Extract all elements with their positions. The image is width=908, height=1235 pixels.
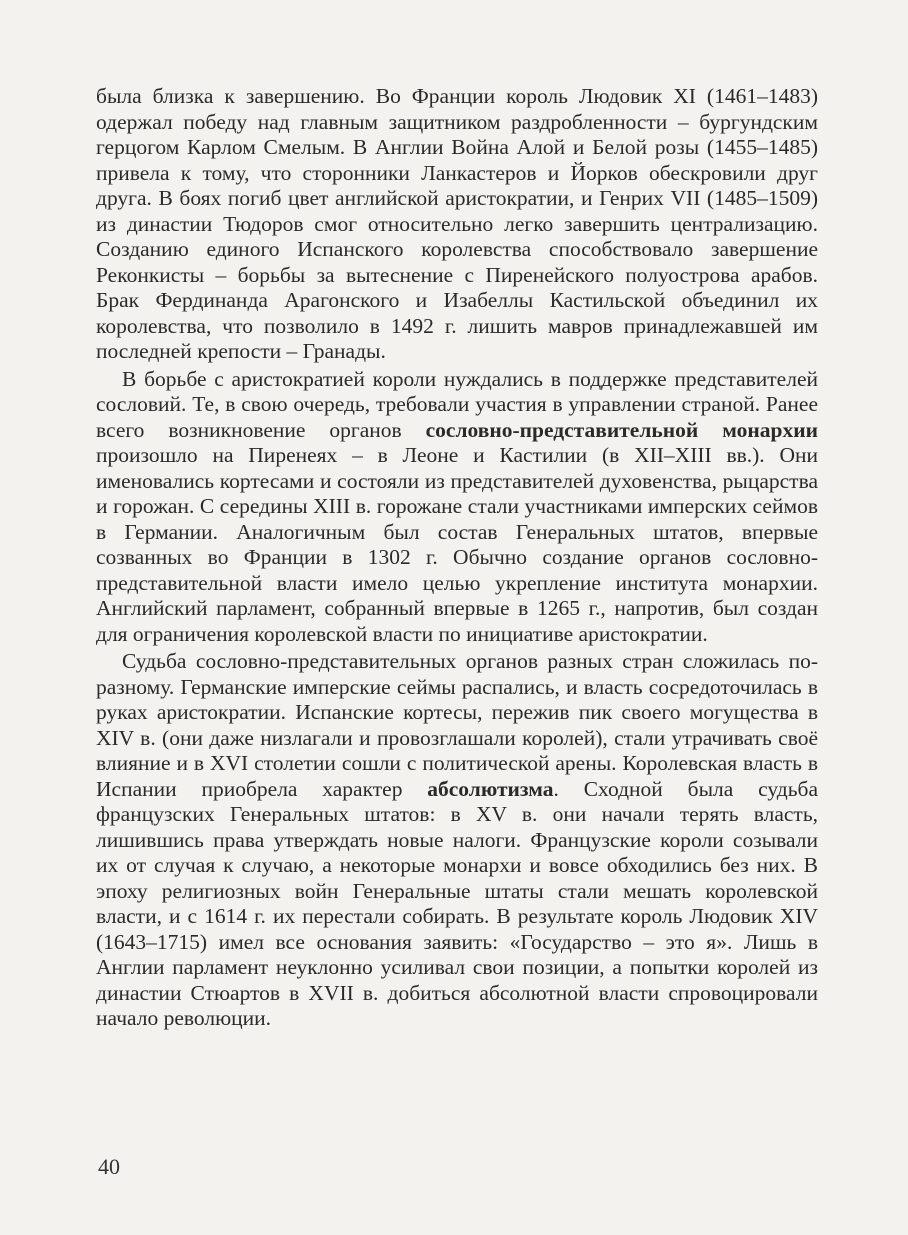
page-body bbox=[96, 84, 818, 1032]
paragraph-text: была близка к завершению. Во Франции король Людовик XI (1461–1483) одержал победу над главным защитником раздробленности – бургундским герцогом Карлом Смелым. В Англии Война Алой и Белой розы (1455–1485) привела к тому, что сторонники Ланкастеров и Йорков обескровили друг друга. В боях погиб цвет английской аристократии, и Генрих VII (1485–1509) из династии Тюдоров смог относительно легко завершить централизацию. Созданию единого Испанского королевства способствовало завершение Реконкисты – борьбы за вытеснение с Пиренейского полуострова арабов. Брак Фердинанда Арагонского и Изабеллы Кастильской объединил их королевства, что позволило в 1492 г. лишить мавров принадлежавшей им последней крепости – Гранады. bbox=[96, 84, 818, 363]
page-number: 40 bbox=[98, 1154, 120, 1179]
paragraph-text: произошло на Пиренеях – в Леоне и Кастилии (в XII–XIII вв.). Они именовались кортесами и состояли из представителей духовенства, рыцарства и горожан. С середины XIII в. горожане стали участниками имперских сеймов в Германии. Аналогичным был состав Генеральных штатов, впервые созванных во Франции в 1302 г. Обычно создание органов сословно-представительной власти имело целью укрепление института монархии. Английский парламент, собранный впервые в 1265 г., напротив, был создан для ограничения королевской власти по инициативе аристократии. bbox=[96, 443, 818, 646]
bold-term: сословно-представительной монархии bbox=[425, 417, 818, 442]
paragraph-3 bbox=[96, 649, 818, 1032]
paragraph-text: В борьбе с аристократией короли нуждались в поддержке представителей сословий. Те, в свою очередь, требовали участия в управлении страной. Ранее всего возникновение органов bbox=[96, 366, 818, 442]
paragraph-text: . Сходной была судьба французских Генеральных штатов: в XV в. они начали терять власть, лишившись права утверждать новые налоги. Французские короли созывали их от случая к случаю, а некоторые монархи и вовсе обходились без них. В эпоху религиозных войн Генеральные штаты стали мешать королевской власти, и с 1614 г. их перестали собирать. В результате король Людовик XIV (1643–1715) имел все основания заявить: «Государство – это я». Лишь в Англии парламент неуклонно усиливал свои позиции, а попытки королей из династии Стюартов в XVII в. добиться абсолютной власти спровоцировали начало революции. bbox=[96, 776, 818, 1030]
paragraph-text: Судьба сословно-представительных органов разных стран сложилась по-разному. Германские имперские сеймы распались, и власть сосредоточилась в руках аристократии. Испанские кортесы, пережив пик своего могущества в XIV в. (они даже низлагали и провозглашали королей), стали утрачивать своё влияние и в XVI столетии сошли с политической арены. Королевская власть в Испании приобрела характер bbox=[96, 649, 818, 801]
paragraph-2 bbox=[96, 367, 818, 648]
paragraph-1 bbox=[96, 84, 818, 365]
bold-term: абсолютизма bbox=[427, 776, 554, 801]
